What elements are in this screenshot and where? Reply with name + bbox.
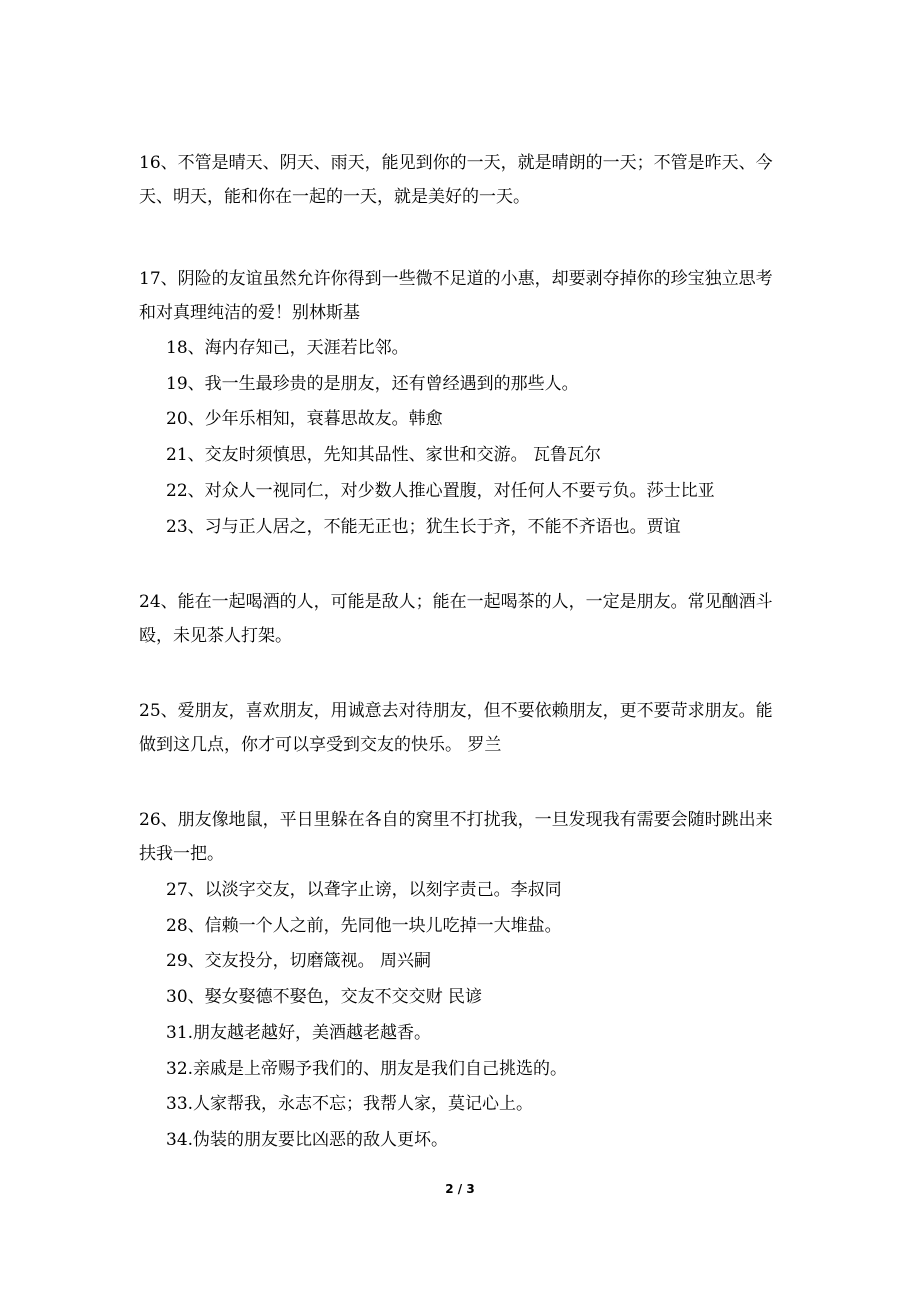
quote-29: 29、交友投分，切磨箴视。 周兴嗣 [166,951,432,971]
quote-32: 32.亲戚是上帝赐予我们的、朋友是我们自己挑选的。 [166,1059,568,1079]
quote-16: 16、不管是晴天、阴天、雨天，能见到你的一天，就是晴朗的一天；不管是昨天、今天、明天，能和你在一起的一天，就是美好的一天。 [139,153,773,207]
quote-20: 20、少年乐相知，衰暮思故友。韩愈 [166,409,443,429]
quote-30: 30、娶女娶德不娶色，交友不交交财 民谚 [166,987,483,1007]
page-number: 2 / 3 [445,1182,475,1196]
quote-26: 26、朋友像地鼠，平日里躲在各自的窝里不打扰我，一旦发现我有需要会随时跳出来扶我一把。 [139,810,773,864]
quote-18: 18、海内存知己，天涯若比邻。 [166,338,409,358]
quote-34: 34.伪装的朋友要比凶恶的敌人更坏。 [166,1130,449,1150]
quote-28: 28、信赖一个人之前，先同他一块儿吃掉一大堆盐。 [166,916,562,936]
quote-21: 21、交友时须慎思，先知其品性、家世和交游。 瓦鲁瓦尔 [166,445,602,465]
quote-22: 22、对众人一视同仁，对少数人推心置腹，对任何人不要亏负。莎士比亚 [166,481,715,501]
quote-23: 23、习与正人居之，不能无正也；犹生长于齐，不能不齐语也。贾谊 [166,517,681,537]
quote-17: 17、阴险的友谊虽然允许你得到一些微不足道的小惠，却要剥夺掉你的珍宝独立思考和对真理纯洁的爱！别林斯基 [139,269,773,323]
quote-27: 27、以淡字交友，以聋字止谤，以刻字责己。李叔同 [166,880,562,900]
quote-24: 24、能在一起喝酒的人，可能是敌人；能在一起喝茶的人，一定是朋友。常见酗酒斗殴，未见茶人打架。 [139,592,773,646]
quote-25: 25、爱朋友，喜欢朋友，用诚意去对待朋友，但不要依赖朋友，更不要苛求朋友。能做到这几点，你才可以享受到交友的快乐。 罗兰 [139,701,773,755]
quote-31: 31.朋友越老越好，美酒越老越香。 [166,1023,432,1043]
quote-33: 33.人家帮我，永志不忘；我帮人家，莫记心上。 [166,1094,534,1114]
quote-19: 19、我一生最珍贵的是朋友，还有曾经遇到的那些人。 [166,374,579,394]
